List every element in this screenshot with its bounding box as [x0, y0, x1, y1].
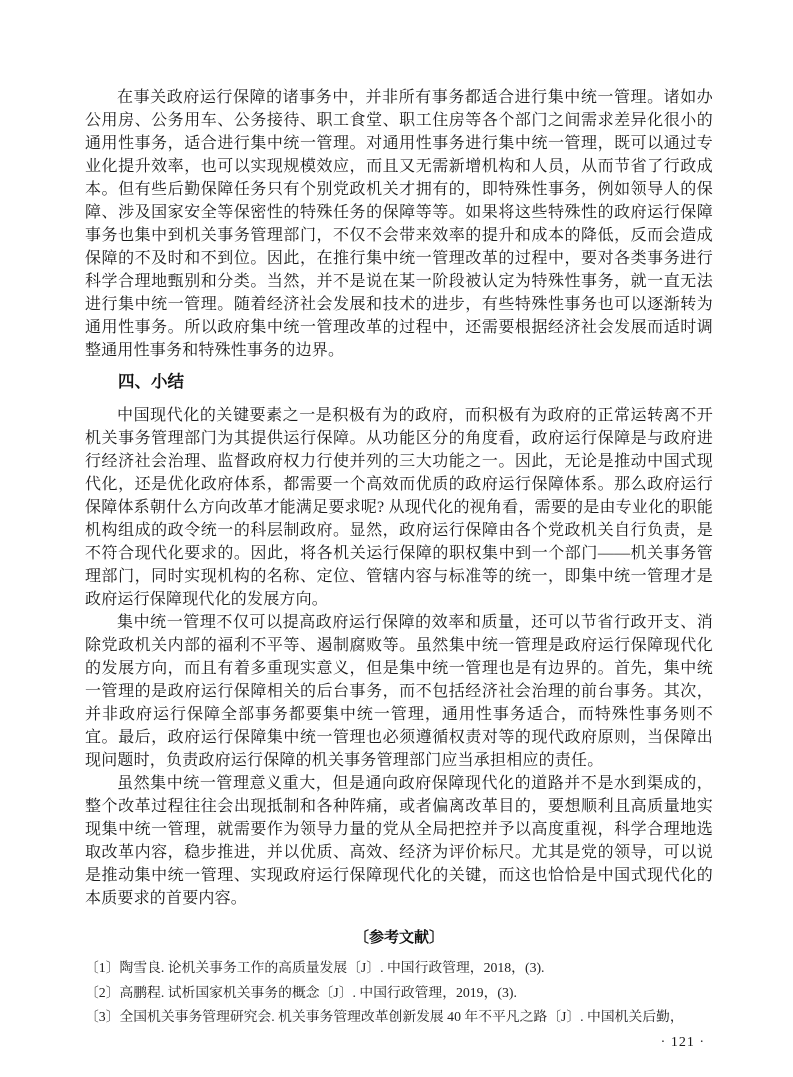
body-paragraphs-top: [85, 86, 713, 362]
body-paragraph: 中国现代化的关键要素之一是积极有为的政府，而积极有为政府的正常运转离不开机关事务管理部门为其提供运行保障。从功能区分的角度看，政府运行保障是与政府进行经济社会治理、监督政府权力行使并列的三大功能之一。因此，无论是推动中国式现代化，还是优化政府体系，都需要一个高效而优质的政府运行保障体系。那么政府运行保障体系朝什么方向改革才能满足要求呢? 从现代化的视角看，需要的是由专业化的职能机构组成的政令统一的科层制政府。显然，政府运行保障由各个党政机关自行负责，是不符合现代化要求的。因此，将各机关运行保障的职权集中到一个部门——机关事务管理部门，同时实现机构的名称、定位、管辖内容与标准等的统一，即集中统一管理才是政府运行保障现代化的发展方向。: [85, 407, 713, 608]
body-paragraph: 在事关政府运行保障的诸事务中，并非所有事务都适合进行集中统一管理。诸如办公用房、公务用车、公务接待、职工食堂、职工住房等各个部门之间需求差异化很小的通用性事务，适合进行集中统一管理。对通用性事务进行集中统一管理，既可以通过专业化提升效率，也可以实现规模效应，而且又无需新增机构和人员，从而节省了行政成本。但有些后勤保障任务只有个别党政机关才拥有的，即特殊性事务，例如领导人的保障、涉及国家安全等保密性的特殊任务的保障等等。如果将这些特殊性的政府运行保障事务也集中到机关事务管理部门，不仅不会带来效率的提升和成本的降低，反而会造成保障的不及时和不到位。因此，在推行集中统一管理改革的过程中，要对各类事务进行科学合理地甄别和分类。当然，并不是说在某一阶段被认定为特殊性事务，就一直无法进行集中统一管理。随着经济社会发展和技术的进步，有些特殊性事务也可以逐渐转为通用性事务。所以政府集中统一管理改革的过程中，还需要根据经济社会发展而适时调整通用性事务和特殊性事务的边界。: [85, 89, 713, 359]
page-number: · 121 ·: [660, 1034, 705, 1050]
reference-item: 〔3〕全国机关事务管理研究会. 机关事务管理改革创新发展 40 年不平凡之路〔J〕. 中国机关后勤，: [85, 1009, 684, 1024]
reference-item: 〔1〕陶雪良. 论机关事务工作的高质量发展〔J〕. 中国行政管理，2018，(3).: [85, 960, 545, 975]
reference-item: 〔2〕高鹏程. 试析国家机关事务的概念〔J〕. 中国行政管理，2019，(3).: [85, 984, 517, 1000]
references-list: [85, 956, 713, 1030]
body-paragraphs-after-heading: [85, 404, 713, 910]
section-heading: 四、小结: [118, 373, 184, 391]
references-section: [85, 926, 713, 1030]
body-paragraph: 虽然集中统一管理意义重大，但是通向政府保障现代化的道路并不是水到渠成的，整个改革过程往往会出现抵制和各种阵痛，或者偏离改革目的，要想顺利且高质量地实现集中统一管理，就需要作为领导力量的党从全局把控并予以高度重视，科学合理地选取改革内容，稳步推进，并以优质、高效、经济为评价标尺。尤其是党的领导，可以说是推动集中统一管理、实现政府运行保障现代化的关键，而这也恰恰是中国式现代化的本质要求的首要内容。: [85, 775, 713, 907]
references-heading: 〔参考文献〕: [353, 929, 444, 946]
page-content: [85, 86, 713, 1051]
body-paragraph: 集中统一管理不仅可以提高政府运行保障的效率和质量，还可以节省行政开支、消除党政机关内部的福利不平等、遏制腐败等。虽然集中统一管理是政府运行保障现代化的发展方向，而且有着多重现实意义，但是集中统一管理也是有边界的。首先，集中统一管理的是政府运行保障相关的后台事务，而不包括经济社会治理的前台事务。其次，并非政府运行保障全部事务都要集中统一管理，通用性事务适合，而特殊性事务则不宜。最后，政府运行保障集中统一管理也必须遵循权责对等的现代政府原则，当保障出现问题时，负责政府运行保障的机关事务管理部门应当承担相应的责任。: [85, 614, 713, 769]
